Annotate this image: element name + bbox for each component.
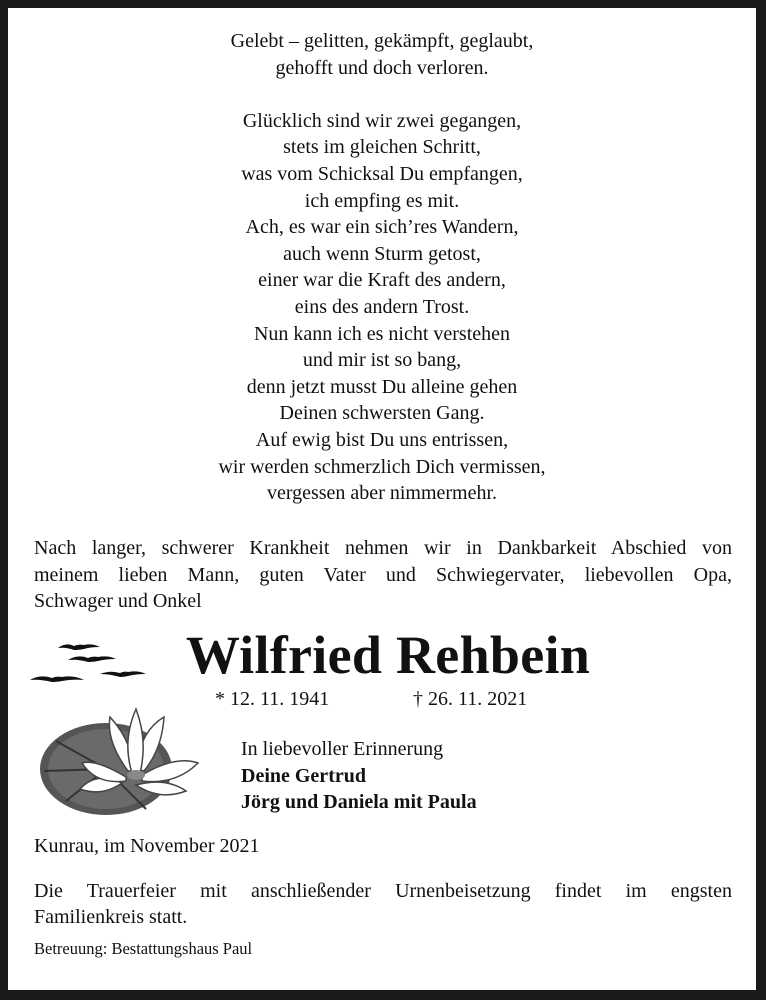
signatory: Deine Gertrud: [241, 764, 366, 787]
poem-line: gehofft und doch verloren.: [275, 56, 489, 79]
poem-line: Gelebt – gelitten, gekämpft, geglaubt,: [230, 30, 534, 52]
poem-line: Ach, es war ein sich’res Wandern,: [245, 216, 519, 239]
announcement-line: meinem lieben Mann, guten Vater und Schwiegervater, liebevollen Opa,: [34, 563, 732, 586]
poem-line: vergessen aber nimmermehr.: [266, 482, 498, 505]
announcement-line: Schwager und Onkel: [34, 590, 202, 612]
announcement-text: [34, 535, 732, 615]
poem-line: was vom Schicksal Du empfangen,: [241, 162, 523, 185]
deceased-name: Wilfried Rehbein: [185, 625, 591, 685]
announcement-line: Nach langer, schwerer Krankheit nehmen wir in Dankbarkeit Abschied von: [34, 537, 732, 559]
funeral-info: [34, 878, 732, 930]
poem-line: denn jetzt musst Du alleine gehen: [246, 375, 518, 398]
obituary-notice: [8, 8, 756, 990]
poem-line: stets im gleichen Schritt,: [283, 136, 481, 159]
signature-block: [241, 736, 477, 816]
signatory: Jörg und Daniela mit Paula: [241, 791, 477, 813]
poem-line: Deinen schwersten Gang.: [279, 402, 485, 425]
poem-line: auch wenn Sturm getost,: [283, 242, 481, 265]
stanza-gap: [8, 81, 756, 108]
poem: [8, 28, 756, 507]
poem-line: Auf ewig bist Du uns entrissen,: [255, 428, 509, 451]
funeral-line: Familienkreis statt.: [34, 906, 188, 928]
poem-line: und mir ist so bang,: [302, 349, 462, 372]
poem-line: Nun kann ich es nicht verstehen: [253, 322, 511, 345]
place-date: Kunrau, im November 2021: [34, 835, 260, 857]
poem-line: eins des andern Trost.: [294, 295, 470, 318]
poem-line: Glücklich sind wir zwei gegangen,: [242, 109, 522, 132]
death-date: † 26. 11. 2021: [413, 688, 528, 710]
memory-line: In liebevoller Erinnerung: [241, 738, 444, 760]
birds-icon: [28, 636, 158, 692]
water-lily-icon: [36, 701, 206, 821]
poem-line: einer war die Kraft des andern,: [258, 269, 506, 292]
poem-line: wir werden schmerzlich Dich vermissen,: [218, 455, 546, 478]
poem-line: ich empfing es mit.: [304, 189, 460, 212]
funeral-line: Die Trauerfeier mit anschließender Urnenbeisetzung findet im engsten: [34, 880, 732, 902]
undertaker-note: Betreuung: Bestattungshaus Paul: [34, 939, 253, 958]
birth-date: * 12. 11. 1941: [215, 688, 330, 710]
